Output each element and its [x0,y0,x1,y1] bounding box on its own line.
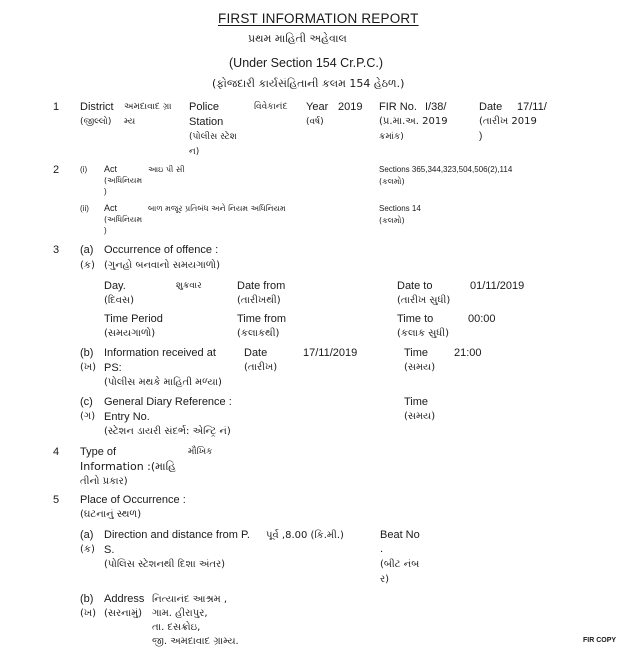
gd-entry-label: Entry No. [104,411,150,423]
info-type-value: મૌખિક [188,447,213,457]
info-time-label-gujarati: (સમય) [404,362,436,373]
police-station-label-gujarati: (પોલીસ સ્ટેશ [189,132,237,142]
place-label: Place of Occurrence : [80,494,186,506]
sections-1: Sections 365,344,323,504,506(2),114 [379,165,513,174]
act-ii-marker: (ii) [80,204,89,213]
gd-label: General Diary Reference : [104,396,232,408]
info-received-label: Information received at [104,347,216,359]
row-number: 2 [53,164,60,176]
info-marker: (b) [80,347,94,359]
time-period-label-gujarati: (સમયગાળો) [104,328,156,339]
occurrence-marker-gujarati: (ક) [80,260,95,271]
direction-label: Direction and distance from P. [104,529,250,541]
row-number: 3 [53,244,60,256]
info-time-value: 21:00 [454,347,482,359]
info-received-label-gujarati: (પોલીસ મથકે માહિતી મળ્યા) [104,377,222,388]
address-line-1: નિત્યાનંદ આશ્રમ , [152,594,228,605]
fir-number-label: FIR No. [379,101,417,113]
beat-number-dot: . [380,543,384,555]
row-number: 4 [53,446,60,458]
police-station-label-gujarati-2: ન) [189,147,200,157]
info-type-label-gujarati: તીનો પ્રકાર) [80,476,128,487]
time-to-label-gujarati: (કલાક સુધી) [397,328,450,339]
police-station-value: વિવેકાનંદ [254,102,288,112]
day-label-gujarati: (દિવસ) [104,295,134,306]
police-station-label: Police [189,101,219,113]
police-station-label-2: Station [189,116,224,128]
act-label-close: ) [104,187,107,196]
gd-marker-gujarati: (ગ) [80,411,96,422]
info-type-label: Type of [80,446,117,458]
beat-number-label-gujarati: (બીટ નંબ [380,559,420,570]
info-marker-gujarati: (ખ) [80,362,97,373]
time-to-label: Time to [397,313,434,325]
beat-number-label-gujarati-2: ર) [380,574,390,585]
occurrence-label: Occurrence of offence : [104,244,219,256]
gd-time-label: Time [404,396,429,408]
act-label: Act [104,164,118,174]
day-value: શુક્રવાર [176,281,202,291]
sections-2: Sections 14 [379,204,421,213]
fir-number-value: I/38/ [425,101,447,113]
info-date-label: Date [244,347,268,359]
direction-label-2: S. [104,544,115,556]
date-line3: ) [479,131,483,142]
report-section-gujarati: (ફોજદારી કાર્યસંહિતાની કલમ 154 હેઠળ.) [212,77,405,90]
occurrence-label-gujarati: (ગુનહો બનવાનો સમયગાળો) [104,260,221,271]
date-to-label-gujarati: (તારીખ સુધી) [397,295,451,306]
info-date-label-gujarati: (તારીખ) [244,362,278,373]
time-period-label: Time Period [104,313,163,325]
act-i-marker: (i) [80,165,88,174]
date-label: Date [479,101,503,113]
report-title-gujarati: પ્રથમ માહિતી અહેવાલ [248,32,347,45]
address-marker: (b) [80,593,94,605]
year-value: 2019 [338,101,363,113]
gd-label-gujarati: (સ્ટેશન ડાયરી સંદર્ભ: એન્ટ્રિ નં) [104,426,231,437]
act-1-value: આઇ પી સી [148,165,185,174]
info-date-value: 17/11/2019 [303,347,358,359]
address-marker-gujarati: (ખ) [80,608,97,619]
date-to-label: Date to [397,280,433,292]
address-label: Address [104,593,145,605]
year-label: Year [306,101,329,113]
info-type-label-2: Information :(માહિ [80,460,176,473]
date-to-value: 01/11/2019 [470,280,525,292]
act-2-value: બાળ મજૂર પ્રતિબંધ અને નિયમ અધિનિયમ [148,204,286,213]
district-value: અમદાવાદ ગ્રા [124,102,172,112]
address-line-2: ગામ. હીરાપુર, [152,608,208,619]
year-label-gujarati: (વર્ષ) [306,117,324,127]
direction-value: પૂર્વ ,8.00 (કિ.મી.) [266,530,344,541]
day-label: Day. [104,280,126,292]
address-label-gujarati: (સરનામું) [104,608,143,619]
direction-marker: (a) [80,529,94,541]
act-label: Act [104,203,118,213]
fir-copy-label: FIR COPY [583,637,617,644]
beat-number-label: Beat No [380,529,420,541]
address-line-3: તા. દસક્રોઇ, [152,622,201,633]
direction-marker-gujarati: (ક) [80,544,95,555]
act-label-gujarati: (અધિનિયમ [104,176,143,185]
date-value: 17/11/ [517,101,547,113]
time-from-label-gujarati: (કલાકથી) [237,328,280,339]
district-value-cont: મ્ય [124,117,136,127]
district-label-gujarati: (જીલ્લો) [80,117,112,127]
date-from-label-gujarati: (તારીખથી) [237,295,281,306]
date-from-label: Date from [237,280,286,292]
sections-label-gujarati: (કલમો) [379,177,405,186]
report-title: FIRST INFORMATION REPORT [218,11,419,26]
time-from-label: Time from [237,313,287,325]
occurrence-marker: (a) [80,244,94,256]
direction-label-gujarati: (પોલિસ સ્ટેશનથી દિશા અંતર) [104,559,226,570]
report-section: (Under Section 154 Cr.P.C.) [229,56,384,70]
place-label-gujarati: (ઘટનાનું સ્થળ) [80,509,142,520]
gd-time-label-gujarati: (સમય) [404,411,436,422]
address-line-4: જી. અમદાવાદ ગ્રામ્ય. [152,636,239,647]
act-label-close: ) [104,226,107,235]
act-label-gujarati: (અધિનિયમ [104,215,143,224]
fir-number-line2: (પ્ર.મા.અ. 2019 [379,116,448,127]
date-label-gujarati: (તારીખ 2019 [479,116,537,127]
district-label: District [80,101,114,113]
row-number: 1 [53,101,60,113]
info-time-label: Time [404,347,429,359]
info-received-label-2: PS: [104,362,122,374]
fir-number-line3: ક્રમાંક) [379,132,404,142]
gd-marker: (c) [80,396,93,408]
row-number: 5 [53,494,60,506]
time-to-value: 00:00 [468,313,496,325]
sections-label-gujarati: (કલમો) [379,216,405,225]
